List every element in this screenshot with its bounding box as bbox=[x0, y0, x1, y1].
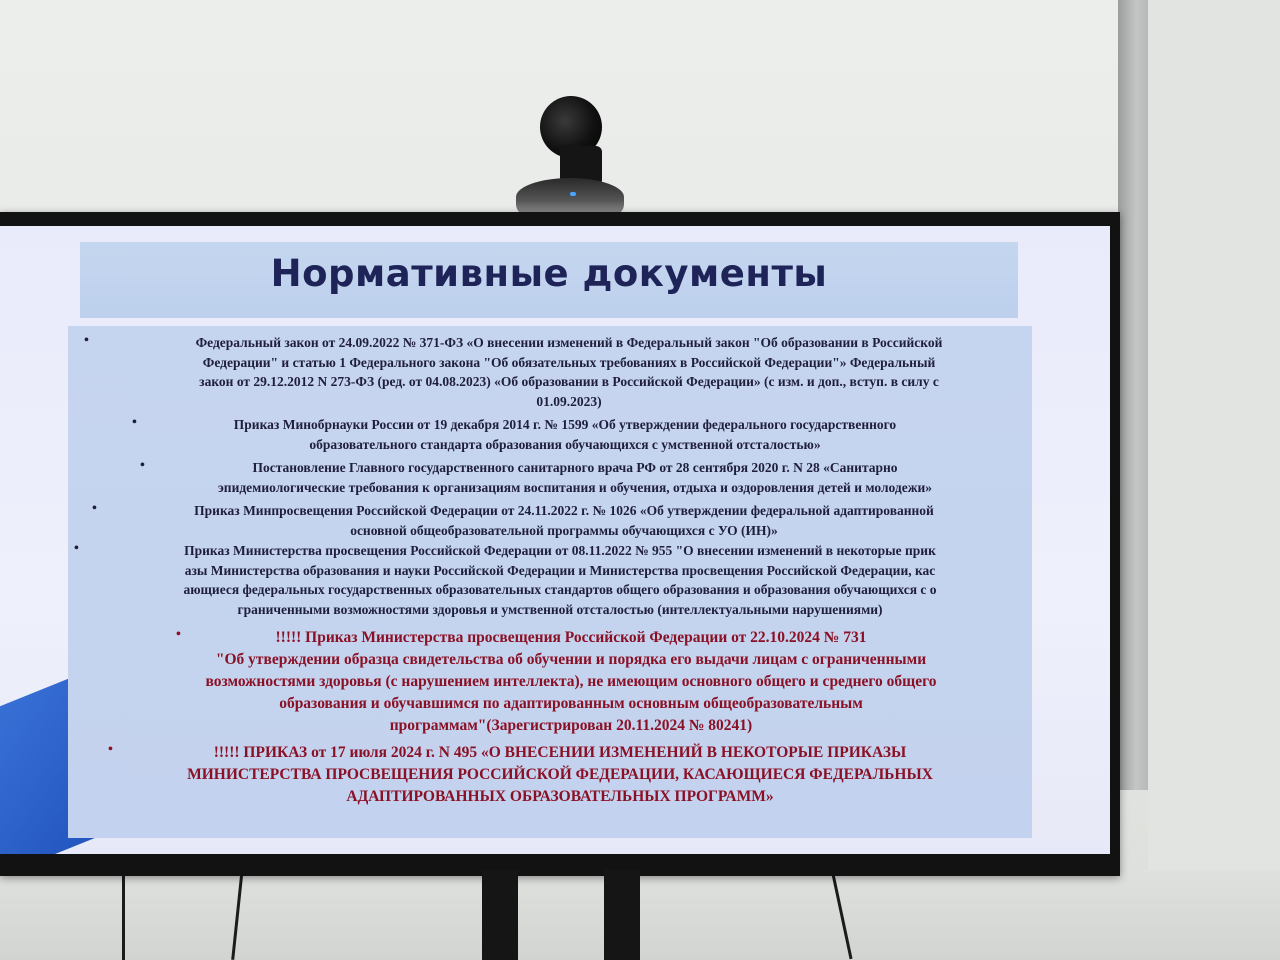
document-item bbox=[140, 458, 1010, 497]
document-item bbox=[104, 333, 1034, 411]
document-line: возможностями здоровья (с нарушением интеллекта), не имеющим основного общего и среднего общего bbox=[205, 673, 937, 690]
document-line: "Об утверждении образца свидетельства об обучении и порядка его выдачи лицам с ограниченными bbox=[215, 651, 927, 668]
wall bbox=[1148, 0, 1280, 960]
list-bullet: • bbox=[108, 742, 113, 757]
document-line: образовательного стандарта образования обучающихся с умственной отсталостью» bbox=[309, 436, 821, 452]
document-line: ающиеся федеральных государственных образовательных стандартов общего образования и образования обучающихся с о bbox=[183, 582, 937, 597]
wall-edge bbox=[1118, 0, 1148, 790]
list-bullet: • bbox=[92, 501, 97, 516]
camera-led bbox=[570, 192, 576, 196]
document-line: азы Министерства образования и науки Российской Федерации и Министерства просвещения Российской Федерации, кас bbox=[184, 562, 936, 578]
document-line: образования и обучавшимся по адаптированным основным общеобразовательным bbox=[279, 695, 863, 712]
document-line: Федерации" и статью 1 Федерального закона "Об обязательных требованиях в Российской Федерации"» Федеральный bbox=[202, 354, 936, 370]
document-line: АДАПТИРОВАННЫХ ОБРАЗОВАТЕЛЬНЫХ ПРОГРАММ» bbox=[346, 788, 774, 805]
webcam bbox=[512, 92, 628, 216]
document-line: Приказ Минпросвещения Российской Федерации от 24.11.2022 г. № 1026 «Об утверждении федеральной адаптированной bbox=[194, 503, 934, 518]
tv-stand-leg bbox=[604, 870, 640, 960]
document-item bbox=[104, 501, 1024, 540]
document-item bbox=[80, 742, 1040, 808]
document-line: Федеральный закон от 24.09.2022 № 371-ФЗ «О внесении изменений в Федеральный закон "Об образовании в Российской bbox=[195, 335, 943, 350]
document-line: закон от 29.12.2012 N 273-ФЗ (ред. от 04.08.2023) «Об образовании в Российской Федерации» (с изм. и доп., вступ. в силу с bbox=[199, 374, 939, 389]
document-line: Постановление Главного государственного санитарного врача РФ от 28 сентября 2020 г. N 28 «Санитарно bbox=[252, 460, 898, 475]
cable bbox=[122, 868, 125, 960]
document-line: 01.09.2023) bbox=[536, 393, 602, 409]
document-line: МИНИСТЕРСТВА ПРОСВЕЩЕНИЯ РОССИЙСКОЙ ФЕДЕРАЦИИ, КАСАЮЩИЕСЯ ФЕДЕРАЛЬНЫХ bbox=[187, 766, 933, 783]
slide-title: Нормативные документы bbox=[270, 252, 828, 295]
document-line: программам"(Зарегистрирован 20.11.2024 № 80241) bbox=[389, 717, 753, 734]
document-line: граниченными возможностями здоровья и умственной отсталостью (интеллектуальными нарушениями) bbox=[237, 601, 883, 617]
document-line: !!!!! ПРИКАЗ от 17 июля 2024 г. N 495 «О ВНЕСЕНИИ ИЗМЕНЕНИЙ В НЕКОТОРЫЕ ПРИКАЗЫ bbox=[213, 744, 907, 761]
list-bullet: • bbox=[140, 458, 145, 473]
list-bullet: • bbox=[132, 415, 137, 430]
document-line: Приказ Минобрнауки России от 19 декабря 2014 г. № 1599 «Об утверждении федерального государственного bbox=[233, 417, 897, 432]
document-item bbox=[96, 627, 1046, 737]
tv-stand-leg bbox=[482, 870, 518, 960]
floor bbox=[0, 870, 1280, 960]
list-bullet: • bbox=[84, 333, 89, 348]
document-item bbox=[120, 415, 1010, 454]
document-line: !!!!! Приказ Министерства просвещения Российской Федерации от 22.10.2024 № 731 bbox=[275, 629, 867, 646]
list-bullet: • bbox=[176, 627, 181, 642]
document-line: эпидемиологические требования к организациям воспитания и обучения, отдыха и оздоровления детей и молодежи» bbox=[217, 479, 933, 495]
document-item bbox=[88, 541, 1032, 619]
document-line: основной общеобразовательной программы обучающихся с УО (ИН)» bbox=[350, 522, 778, 538]
document-line: Приказ Министерства просвещения Российской Федерации от 08.11.2022 № 955 "О внесении изменений в некоторые прик bbox=[184, 543, 936, 558]
list-bullet: • bbox=[74, 541, 79, 556]
camera-base bbox=[516, 178, 624, 216]
